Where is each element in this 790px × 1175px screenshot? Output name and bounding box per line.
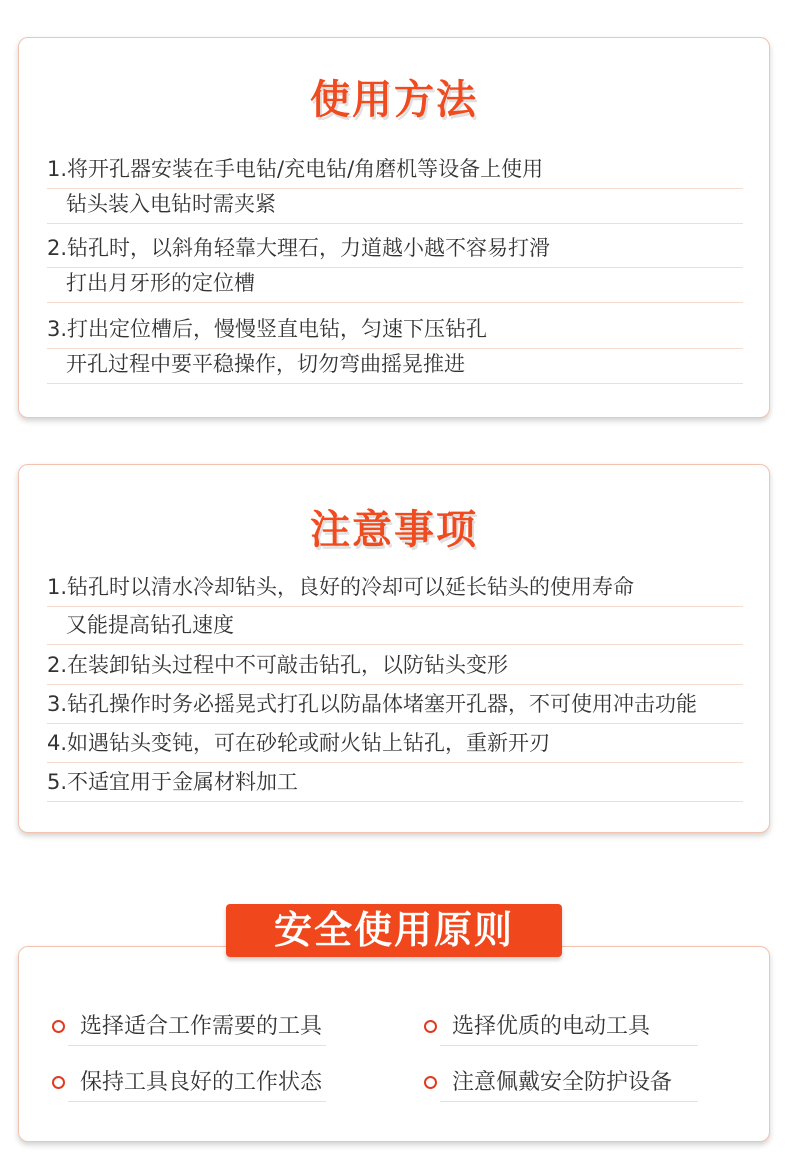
notes-card (18, 464, 770, 833)
usage-line: 2.钻孔时，以斜角轻靠大理石，力道越小越不容易打滑 (47, 233, 743, 268)
usage-line: 打出月牙形的定位槽 (47, 268, 743, 303)
notes-line: 2.在装卸钻头过程中不可敲击钻孔，以防钻头变形 (47, 650, 743, 685)
principle-label: 选择优质的电动工具 (440, 1012, 698, 1046)
circle-bullet-icon (52, 1020, 65, 1033)
notes-line: 又能提高钻孔速度 (47, 610, 743, 645)
notes-line: 1.钻孔时以清水冷却钻头，良好的冷却可以延长钻头的使用寿命 (47, 572, 743, 607)
usage-line: 1.将开孔器安装在手电钻/充电钻/角磨机等设备上使用 (47, 154, 743, 189)
usage-line: 开孔过程中要平稳操作，切勿弯曲摇晃推进 (47, 349, 743, 384)
principle-label: 保持工具良好的工作状态 (68, 1068, 326, 1102)
usage-line: 3.打出定位槽后，慢慢竖直电钻，匀速下压钻孔 (47, 314, 743, 349)
principle-label: 注意佩戴安全防护设备 (440, 1068, 698, 1102)
circle-bullet-icon (52, 1076, 65, 1089)
safety-banner-title: 安全使用原则 (226, 904, 562, 957)
notes-line: 4.如遇钻头变钝，可在砂轮或耐火钻上钻孔，重新开刃 (47, 728, 743, 763)
principle-label: 选择适合工作需要的工具 (68, 1012, 326, 1046)
usage-title: 使用方法 (310, 77, 478, 123)
usage-card (18, 37, 770, 418)
notes-line: 5.不适宜用于金属材料加工 (47, 767, 743, 802)
circle-bullet-icon (424, 1020, 437, 1033)
notes-title: 注意事项 (310, 507, 478, 553)
usage-line: 钻头装入电钻时需夹紧 (47, 189, 743, 224)
circle-bullet-icon (424, 1076, 437, 1089)
safety-card (18, 946, 770, 1142)
notes-line: 3.钻孔操作时务必摇晃式打孔以防晶体堵塞开孔器，不可使用冲击功能 (47, 689, 743, 724)
